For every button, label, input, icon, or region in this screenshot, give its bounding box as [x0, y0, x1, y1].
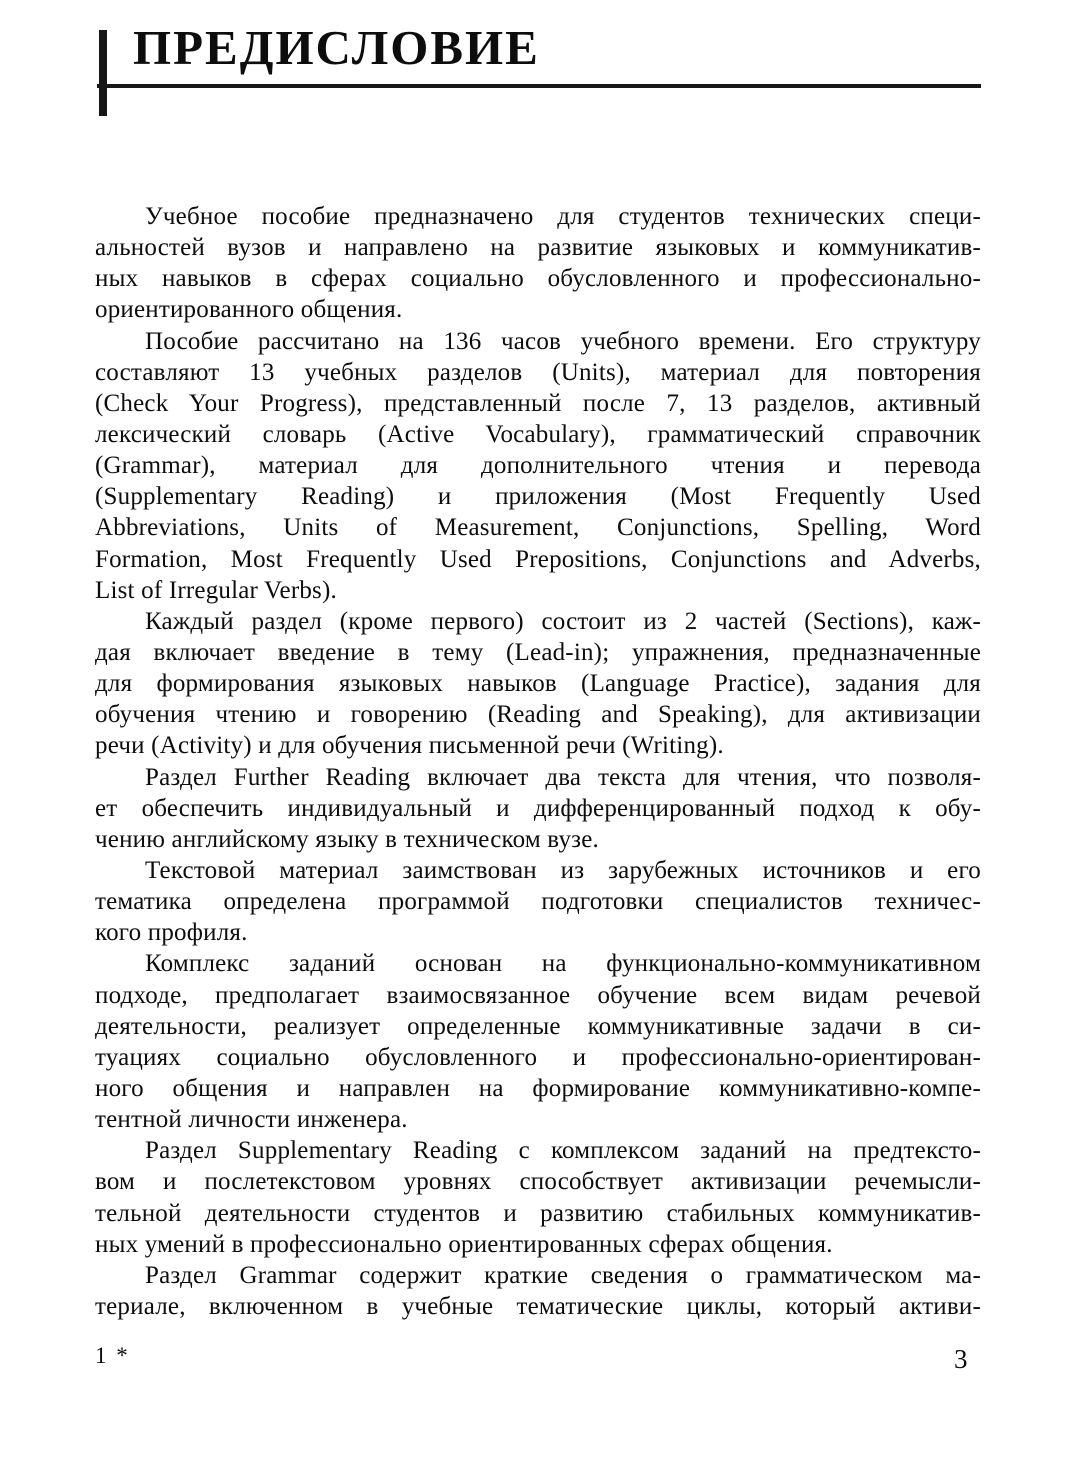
text-line: Комплекс заданий основан на функционально-коммуникативном: [145, 950, 981, 978]
text-line: ориентированного общения.: [95, 296, 403, 324]
text-line: ного общения и направлен на формирование коммуникативно-компе-: [95, 1074, 981, 1102]
text-line: кого профиля.: [95, 919, 248, 947]
text-line: Учебное пособие предназначено для студентов технических специ-: [145, 203, 981, 230]
printer-signature-mark: 1 *: [95, 1343, 130, 1368]
page-number: 3: [954, 1344, 968, 1374]
text-line: тельной деятельности студентов и развитию стабильных коммуникатив-: [95, 1199, 981, 1227]
text-line: чению английскому языку в техническом вузе.: [95, 825, 599, 853]
page-title: ПРЕДИСЛОВИЕ: [133, 20, 540, 75]
text-line: лексический словарь (Active Vocabulary), грамматический справочник: [95, 420, 981, 448]
text-line: альностей вузов и направлено на развитие языковых и коммуникатив-: [95, 234, 981, 262]
text-line: подходе, предполагает взаимосвязанное обучение всем видам речевой: [95, 981, 981, 1009]
text-line: деятельности, реализует определенные коммуникативные задачи в си-: [95, 1012, 981, 1040]
text-line: (Supplementary Reading) и приложения (Most Frequently Used: [95, 483, 981, 511]
preface-body-text: [95, 201, 981, 1322]
text-line: Раздел Supplementary Reading с комплексом заданий на предтексто-: [145, 1137, 981, 1165]
text-line: обучения чтению и говорению (Reading and Speaking), для активизации: [95, 701, 981, 729]
text-line: Каждый раздел (кроме первого) состоит из 2 частей (Sections), каж-: [145, 607, 981, 635]
text-line: Formation, Most Frequently Used Prepositions, Conjunctions and Adverbs,: [95, 545, 981, 573]
text-line: речи (Activity) и для обучения письменной речи (Writing).: [95, 732, 724, 760]
text-line: Abbreviations, Units of Measurement, Conjunctions, Spelling, Word: [95, 514, 981, 542]
title-horizontal-rule: [97, 84, 981, 88]
text-line: Текстовой материал заимствован из зарубежных источников и его: [145, 856, 981, 884]
text-line: тематика определена программой подготовки специалистов техничес-: [95, 888, 981, 916]
text-line: (Check Your Progress), представленный после 7, 13 разделов, активный: [95, 389, 981, 417]
text-line: List of Irregular Verbs).: [95, 576, 337, 604]
text-line: вом и послетекстовом уровнях способствует активизации речемысли-: [95, 1168, 981, 1196]
text-line: Раздел Further Reading включает два текста для чтения, что позволя-: [145, 763, 981, 791]
text-line: ных умений в профессионально ориентированных сферах общения.: [95, 1230, 833, 1258]
text-line: тентной личности инженера.: [95, 1106, 408, 1134]
text-line: для формирования языковых навыков (Language Practice), задания для: [95, 670, 981, 698]
text-line: составляют 13 учебных разделов (Units), материал для повторения: [95, 358, 981, 386]
text-line: териале, включенном в учебные тематические циклы, который активи-: [95, 1292, 981, 1320]
text-line: ных навыков в сферах социально обусловленного и профессионально-: [95, 265, 981, 293]
text-line: Раздел Grammar содержит краткие сведения о грамматическом ма-: [145, 1261, 981, 1289]
text-line: дая включает введение в тему (Lead-in); упражнения, предназначенные: [95, 638, 981, 666]
text-line: туациях социально обусловленного и профессионально-ориентирован-: [95, 1043, 981, 1071]
text-line: ет обеспечить индивидуальный и дифференцированный подход к обу-: [95, 794, 981, 822]
title-vertical-rule: [99, 30, 107, 116]
text-line: (Grammar), материал для дополнительного чтения и перевода: [95, 452, 981, 480]
text-line: Пособие рассчитано на 136 часов учебного времени. Его структуру: [145, 327, 981, 355]
